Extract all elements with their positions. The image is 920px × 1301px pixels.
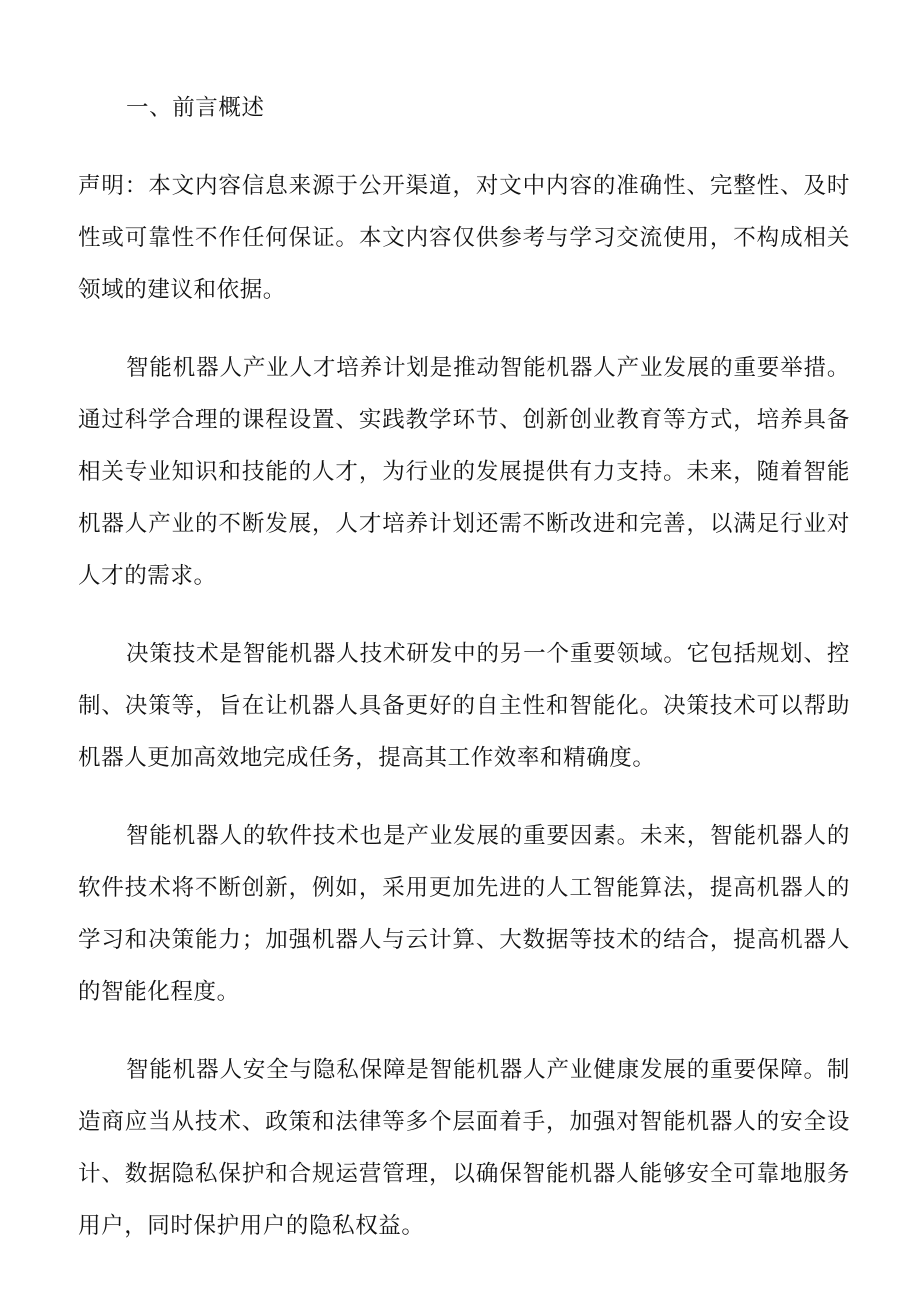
decision-technology-paragraph: 决策技术是智能机器人技术研发中的另一个重要领域。它包括规划、控制、决策等，旨在让机器人具备更好的自主性和智能化。决策技术可以帮助机器人更加高效地完成任务，提高其工作效率和精确度。 (78, 641, 850, 771)
software-technology-paragraph: 智能机器人的软件技术也是产业发展的重要因素。未来，智能机器人的软件技术将不断创新，例如，采用更加先进的人工智能算法，提高机器人的学习和决策能力；加强机器人与云计算、大数据等技术的结合，提高机器人的智能化程度。 (78, 823, 850, 1005)
document-body (78, 82, 850, 1278)
disclaimer-paragraph: 声明：本文内容信息来源于公开渠道，对文中内容的准确性、完整性、及时性或可靠性不作任何保证。本文内容仅供参考与学习交流使用，不构成相关领域的建议和依据。 (78, 173, 850, 303)
security-privacy-paragraph: 智能机器人安全与隐私保障是智能机器人产业健康发展的重要保障。制造商应当从技术、政策和法律等多个层面着手，加强对智能机器人的安全设计、数据隐私保护和合规运营管理，以确保智能机器人能够安全可靠地服务用户，同时保护用户的隐私权益。 (78, 1057, 850, 1239)
section-heading: 一、前言概述 (126, 95, 265, 121)
talent-training-paragraph: 智能机器人产业人才培养计划是推动智能机器人产业发展的重要举措。通过科学合理的课程设置、实践教学环节、创新创业教育等方式，培养具备相关专业知识和技能的人才，为行业的发展提供有力支持。未来，随着智能机器人产业的不断发展，人才培养计划还需不断改进和完善，以满足行业对人才的需求。 (78, 355, 850, 589)
